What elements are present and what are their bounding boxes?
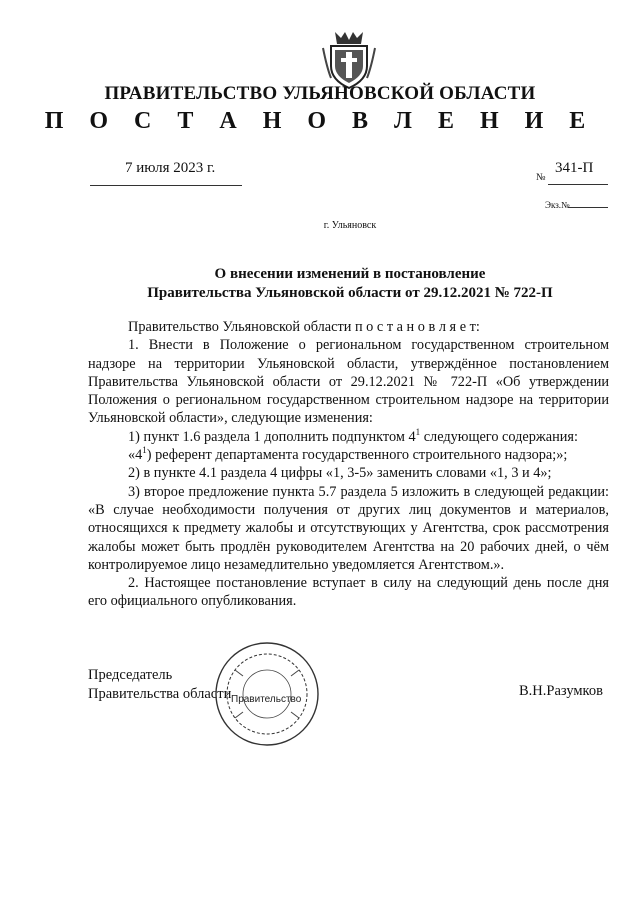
preamble-paragraph: Правительство Ульяновской области п о с т а н о в л я е т: bbox=[128, 319, 480, 335]
subitem-1-paragraph bbox=[88, 428, 609, 446]
city-label: г. Ульяновск bbox=[323, 220, 377, 231]
subitem-1b-paragraph bbox=[88, 446, 609, 464]
date-underline bbox=[90, 185, 242, 186]
coat-of-arms-icon bbox=[321, 28, 377, 90]
subitem-1b-text-end: ) референт департамента государственного строительного надзора;»; bbox=[146, 447, 568, 464]
subitem-3-paragraph: 3) второе предложение пункта 5.7 раздела 5 изложить в следующей редакции: «В случае необходимости получения от других лиц документов и материалов, относящихся к предмету жалобы и отсутствующих у Агентства, срок рассмотрения жалобы может быть продлён руководителем Агентства на 20 рабочих дней, о чём контролируемое лицо незамедлительно уведомляется Агентством.». bbox=[88, 483, 609, 573]
subitem-1-text: 1) пункт 1.6 раздела 1 дополнить подпунктом 4 bbox=[128, 428, 416, 445]
document-body bbox=[88, 318, 609, 611]
subitem-1-superscript: 1 bbox=[415, 427, 421, 438]
document-number: 341-П bbox=[555, 160, 594, 176]
item-1-paragraph: 1. Внести в Положение о региональном государственном строительном надзоре на территории Ульяновской области, утверждённое постановлением Правительства Ульяновской области от 29.12.2021 № 722-П «Об утверждении Положения о региональном государственном строительном надзоре на территории Ульяновской области», следующие изменения: bbox=[88, 337, 609, 427]
document-title bbox=[0, 265, 640, 303]
document-date: 7 июля 2023 г. bbox=[125, 160, 216, 176]
number-sign: № bbox=[536, 172, 546, 183]
subitem-1b-text: «4 bbox=[128, 447, 143, 464]
number-underline bbox=[548, 184, 608, 185]
item-2-paragraph: 2. Настоящее постановление вступает в силу на следующий день после дня его официального опубликования. bbox=[88, 575, 609, 610]
title-line-1: О внесении изменений в постановление bbox=[214, 266, 486, 282]
stamp-label: Правительство bbox=[231, 694, 302, 705]
subitem-1b-superscript: 1 bbox=[142, 445, 147, 456]
subitem-1-text-end: следующего содержания: bbox=[420, 428, 578, 445]
title-line-2: Правительства Ульяновской области от 29.12.2021 № 722-П bbox=[147, 285, 553, 301]
subitem-2-paragraph: 2) в пункте 4.1 раздела 4 цифры «1, 3-5» заменить словами «1, 3 и 4»; bbox=[128, 465, 552, 482]
copy-underline bbox=[568, 207, 608, 208]
organization-heading: ПРАВИТЕЛЬСТВО УЛЬЯНОВСКОЙ ОБЛАСТИ bbox=[104, 83, 536, 104]
copy-label: Экз.№ bbox=[545, 200, 570, 210]
document-type-heading: П О С Т А Н О В Л Е Н И Е bbox=[44, 108, 596, 134]
signatory-name: В.Н.Разумков bbox=[519, 683, 603, 699]
signatory-position bbox=[88, 666, 231, 704]
position-line-2: Правительства области bbox=[88, 686, 232, 702]
position-line-1: Председатель bbox=[88, 667, 173, 683]
